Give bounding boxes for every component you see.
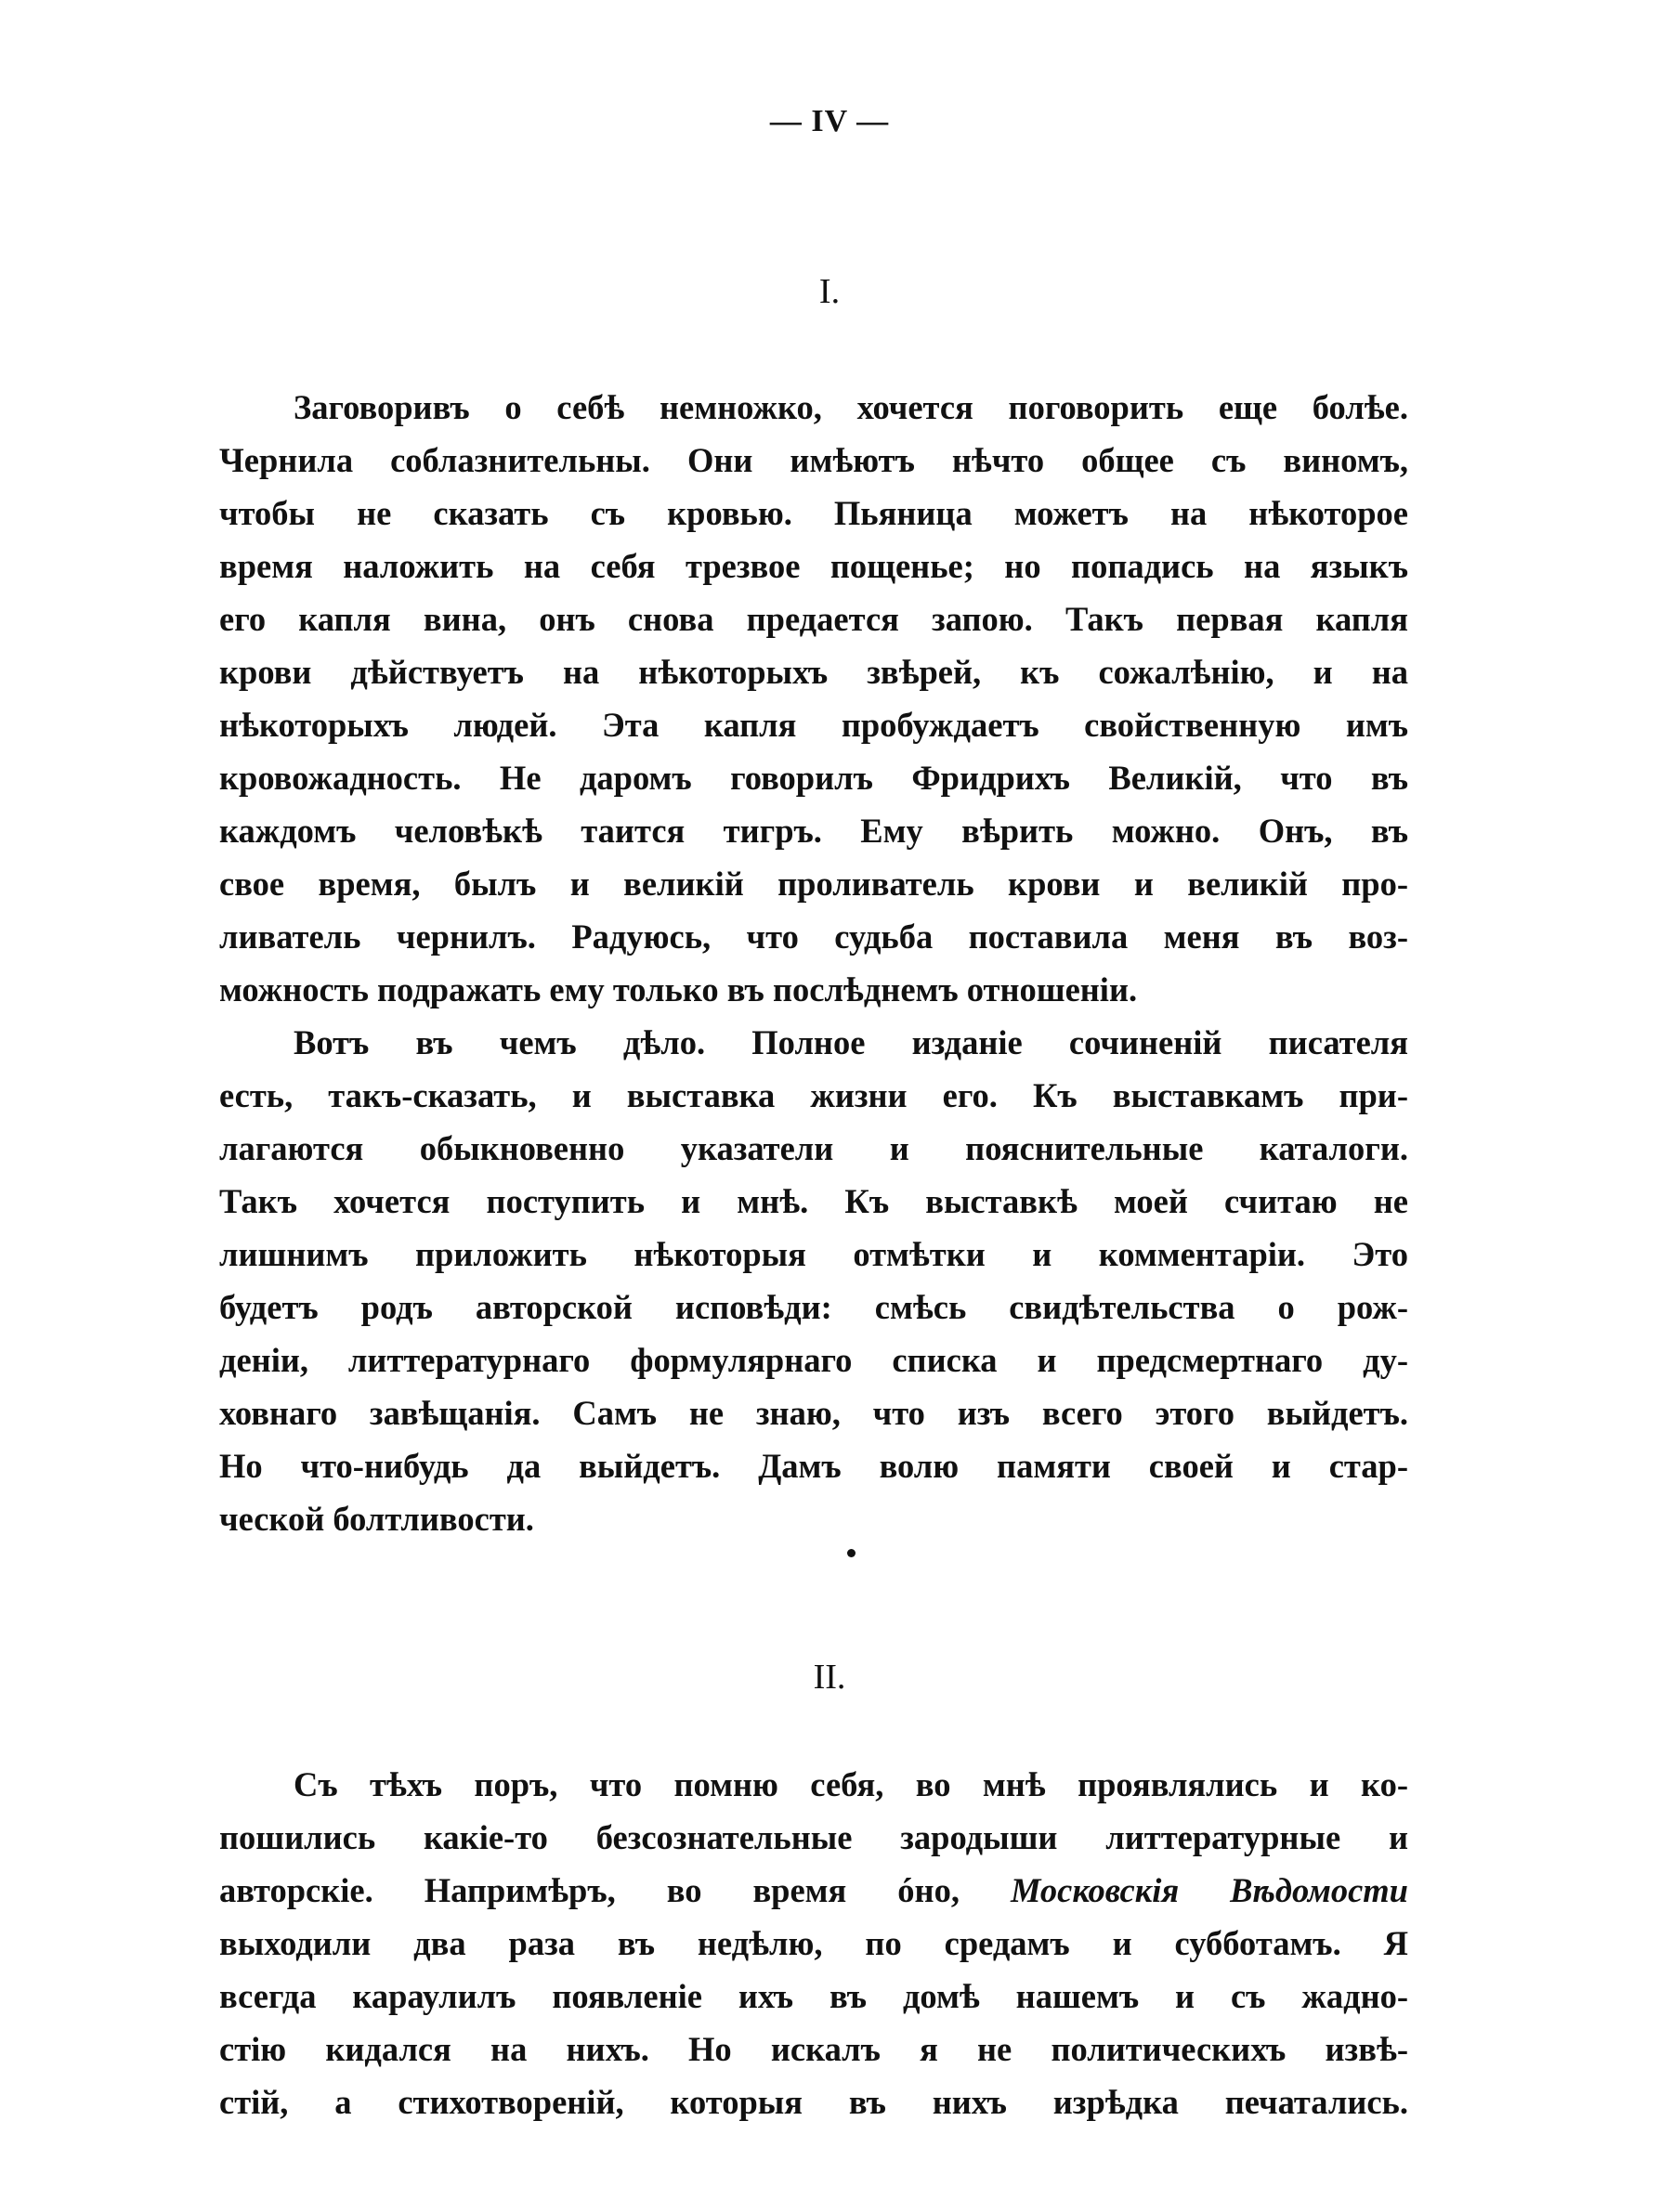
- ink-dot-icon: [847, 1549, 856, 1557]
- text-line: Заговоривъ о себѣ немножко, хочется поговорить еще болѣе.: [294, 388, 1408, 426]
- text-line: кровожадность. Не даромъ говорилъ Фридрихъ Великій, что въ: [219, 759, 1408, 797]
- text-line: Такъ хочется поступить и мнѣ. Къ выставкѣ моей считаю не: [219, 1182, 1408, 1220]
- section-heading-2: II.: [813, 1658, 846, 1697]
- text-line: есть, такъ-сказать, и выставка жизни его. Къ выставкамъ при-: [219, 1076, 1408, 1114]
- text-line: его капля вина, онъ снова предается запою. Такъ первая капля: [219, 600, 1408, 638]
- text-line: выходили два раза въ недѣлю, по средамъ и субботамъ. Я: [219, 1924, 1408, 1962]
- text-line: ческой болтливости.: [219, 1500, 534, 1538]
- text-line: Съ тѣхъ поръ, что помню себя, во мнѣ проявлялись и ко-: [294, 1765, 1408, 1803]
- text-line: ховнаго завѣщанія. Самъ не знаю, что изъ всего этого выйдетъ.: [219, 1394, 1408, 1432]
- text-line: пошились какіе-то безсознательные зародыши литтературные и: [219, 1818, 1408, 1856]
- text-line: будетъ родъ авторской исповѣди: смѣсь свидѣтельства о рож-: [219, 1288, 1408, 1326]
- section-heading-1: I.: [818, 272, 841, 311]
- text-line: авторскіе. Напримѣръ, во время óно, Московскія Вѣдомости: [219, 1871, 1408, 1909]
- section-1-text: [219, 381, 1408, 1545]
- text-line: чтобы не сказать съ кровью. Пьяница можетъ на нѣкоторое: [219, 494, 1408, 532]
- text-line: Чернила соблазнительны. Они имѣютъ нѣчто общее съ виномъ,: [219, 441, 1408, 479]
- text-line: лагаются обыкновенно указатели и пояснительные каталоги.: [219, 1129, 1408, 1167]
- text-line: время наложить на себя трезвое пощенье; но попадись на языкъ: [219, 547, 1408, 585]
- text-line: свое время, былъ и великій проливатель крови и великій про-: [219, 865, 1408, 903]
- text-line: крови дѣйствуетъ на нѣкоторыхъ звѣрей, къ сожалѣнію, и на: [219, 653, 1408, 691]
- text-line: всегда караулилъ появленіе ихъ въ домѣ нашемъ и съ жадно-: [219, 1977, 1408, 2015]
- text-line: стій, а стихотвореній, которыя въ нихъ изрѣдка печатались.: [219, 2083, 1408, 2121]
- text-line: каждомъ человѣкѣ таится тигръ. Ему вѣрить можно. Онъ, въ: [219, 812, 1408, 850]
- text-line: нѣкоторыхъ людей. Эта капля пробуждаетъ свойственную имъ: [219, 706, 1408, 744]
- text-line: Вотъ въ чемъ дѣло. Полное изданіе сочиненій писателя: [294, 1023, 1408, 1061]
- text-line: можность подражать ему только въ послѣднемъ отношеніи.: [219, 970, 1138, 1008]
- text-line: деніи, литтературнаго формулярнаго списка и предсмертнаго ду-: [219, 1341, 1408, 1379]
- text-line: Но что-нибудь да выйдетъ. Дамъ волю памяти своей и стар-: [219, 1447, 1408, 1485]
- section-2-text: [219, 1758, 1408, 2128]
- page-number: — IV —: [769, 104, 890, 138]
- text-line: ливатель чернилъ. Радуюсь, что судьба поставила меня въ воз-: [219, 917, 1408, 956]
- text-line: лишнимъ приложить нѣкоторыя отмѣтки и комментаріи. Это: [219, 1235, 1408, 1273]
- newspaper-title: Московскія Вѣдомости: [1010, 1871, 1408, 1909]
- text-line: стію кидался на нихъ. Но искалъ я не политическихъ извѣ-: [219, 2030, 1408, 2068]
